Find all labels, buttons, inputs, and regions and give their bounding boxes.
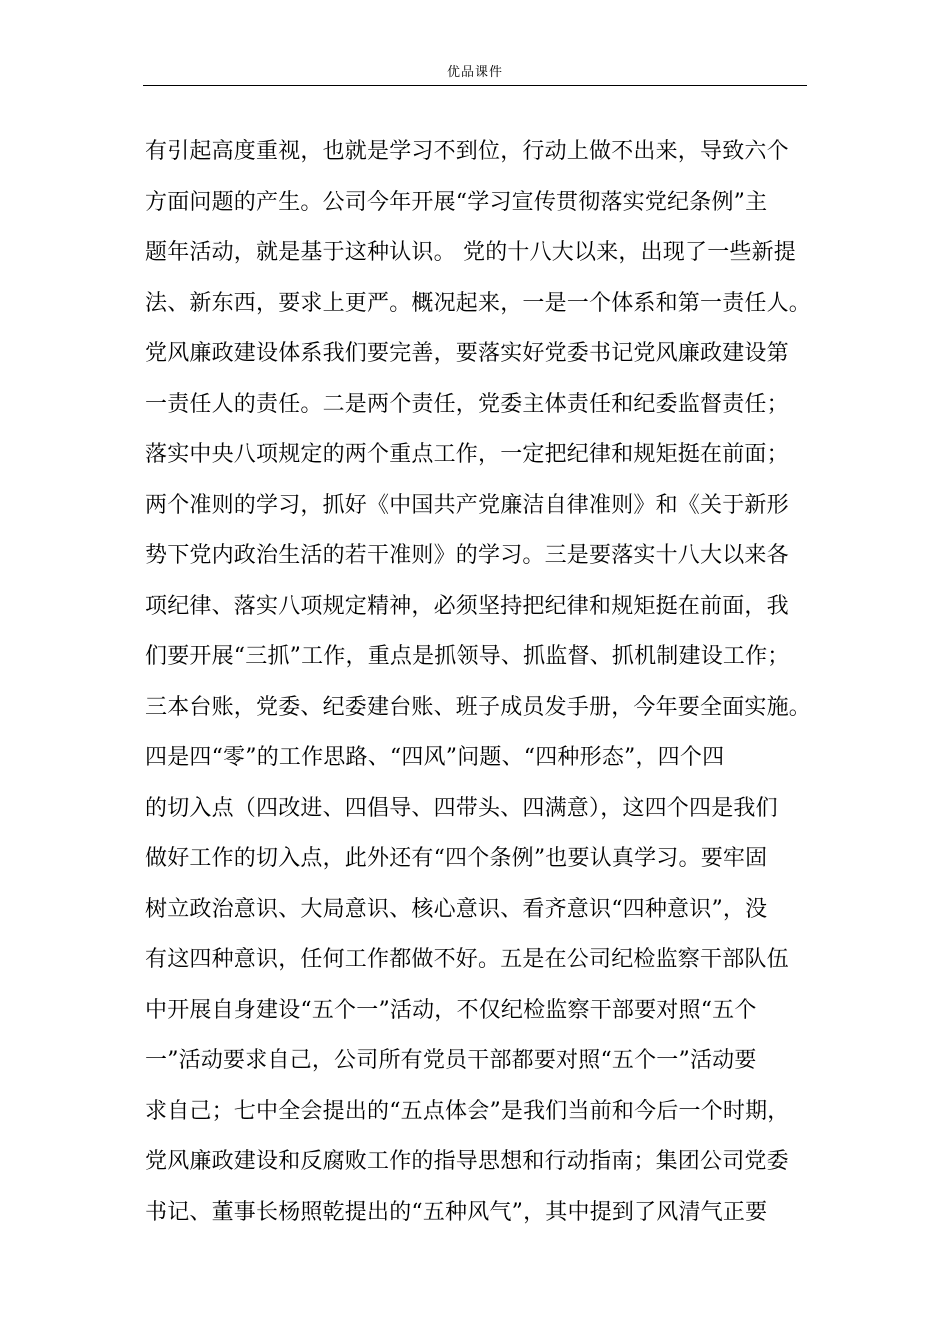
text-line: 方面问题的产生。公司今年开展“学习宣传贯彻落实党纪条例”主	[145, 189, 768, 215]
header-title: 优品课件	[446, 65, 503, 80]
text-line: 有引起高度重视，也就是学习不到位，行动上做不出来，导致六个	[145, 139, 789, 164]
text-line: 项纪律、落实八项规定精神，必须坚持把纪律和规矩挺在前面，我	[145, 593, 789, 619]
header-divider	[143, 85, 807, 86]
text-line: 落实中央八项规定的两个重点工作，一定把纪律和规矩挺在前面；	[145, 442, 789, 467]
text-line: 书记、董事长杨照乾提出的“五种风气”，其中提到了风清气正要	[145, 1199, 768, 1225]
text-line: 三本台账，党委、纪委建台账、班子成员发手册，今年要全面实施。	[145, 694, 812, 720]
text-line: 求自己；七中全会提出的“五点体会”是我们当前和今后一个时期，	[145, 1098, 790, 1124]
text-line: 题年活动，就是基于这种认识。 党的十八大以来，出现了一些新提	[145, 240, 796, 265]
text-line: 们要开展“三抓”工作，重点是抓领导、抓监督、抓机制建设工作；	[145, 644, 790, 669]
text-line: 党风廉政建设和反腐败工作的指导思想和行动指南；集团公司党委	[145, 1149, 789, 1174]
text-line: 一”活动要求自己，公司所有党员干部都要对照“五个一”活动要	[145, 1048, 757, 1073]
text-line: 法、新东西，要求上更严。概况起来，一是一个体系和第一责任人。	[145, 290, 812, 316]
page-header	[143, 64, 807, 86]
text-line: 党风廉政建设体系我们要完善，要落实好党委书记党风廉政建设第	[145, 341, 789, 366]
text-line: 有这四种意识，任何工作都做不好。五是在公司纪检监察干部队伍	[145, 947, 789, 972]
text-line: 两个准则的学习，抓好《中国共产党廉洁自律准则》和《关于新形	[145, 492, 789, 518]
text-line: 一责任人的责任。二是两个责任，党委主体责任和纪委监督责任；	[145, 391, 789, 417]
text-line: 的切入点（四改进、四倡导、四带头、四满意），这四个四是我们	[145, 795, 778, 821]
text-line: 树立政治意识、大局意识、核心意识、看齐意识“四种意识”，没	[145, 896, 768, 922]
text-line: 中开展自身建设“五个一”活动，不仅纪检监察干部要对照“五个	[145, 997, 757, 1023]
text-line: 做好工作的切入点，此外还有“四个条例”也要认真学习。要牢固	[145, 846, 768, 871]
document-body	[145, 132, 812, 1243]
text-line: 势下党内政治生活的若干准则》的学习。三是要落实十八大以来各	[145, 543, 789, 568]
text-line: 四是四“零”的工作思路、“四风”问题、“四种形态”，四个四	[145, 745, 725, 770]
